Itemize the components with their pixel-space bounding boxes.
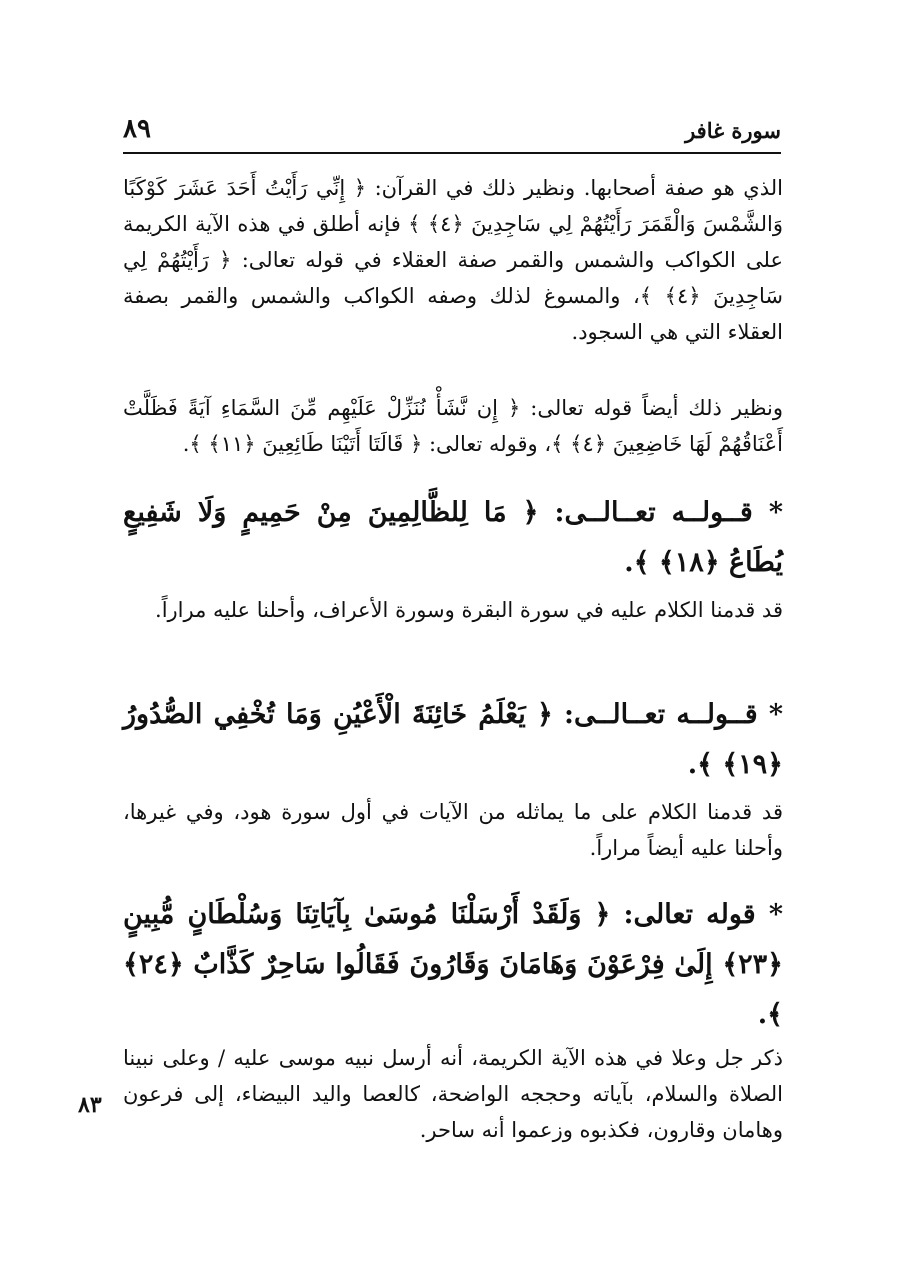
verse-heading-2: * قــولــه تعــالــى: ﴿ يَعْلَمُ خَائِنَةَ الْأَعْيُنِ وَمَا تُخْفِي الصُّدُورُ ﴿١٩﴾ ﴾. bbox=[123, 699, 783, 780]
verse-heading-3: * قوله تعالى: ﴿ وَلَقَدْ أَرْسَلْنَا مُوسَىٰ بِآيَاتِنَا وَسُلْطَانٍ مُّبِينٍ ﴿٢٣﴾ إِلَىٰ فِرْعَوْنَ وَهَامَانَ وَقَارُونَ فَقَالُوا سَاحِرٌ كَذَّابٌ ﴿٢٤﴾ ﴾. bbox=[123, 899, 783, 1030]
paragraph-3: قد قدمنا الكلام عليه في سورة البقرة وسورة الأعراف، وأحلنا عليه مراراً. bbox=[155, 598, 783, 622]
marginal-page-reference: ٨٣ bbox=[78, 1092, 102, 1118]
page-header bbox=[123, 112, 781, 154]
verse-heading-1: * قــولــه تعــالــى: ﴿ مَا لِلظَّالِمِينَ مِنْ حَمِيمٍ وَلَا شَفِيعٍ يُطَاعُ ﴿١٨﴾ ﴾. bbox=[123, 497, 783, 578]
paragraph-1: الذي هو صفة أصحابها. ونظير ذلك في القرآن: ﴿ إِنِّي رَأَيْتُ أَحَدَ عَشَرَ كَوْكَبًا وَالشَّمْسَ وَالْقَمَرَ رَأَيْتُهُمْ لِي سَاجِدِينَ ﴿٤﴾ ﴾ فإنه أطلق في هذه الآية الكريمة على الكواكب والشمس والقمر صفة العقلاء في قوله تعالى: ﴿ رَأَيْتُهُمْ لِي سَاجِدِينَ ﴿٤﴾ ﴾، والمسوغ لذلك وصفه الكواكب والشمس والقمر بصفة العقلاء التي هي السجود. bbox=[123, 176, 783, 344]
paragraph-2: ونظير ذلك أيضاً قوله تعالى: ﴿ إِن نَّشَأْ نُنَزِّلْ عَلَيْهِم مِّنَ السَّمَاءِ آيَةً فَظَلَّتْ أَعْنَاقُهُمْ لَهَا خَاضِعِينَ ﴿٤﴾ ﴾، وقوله تعالى: ﴿ قَالَتَا أَتَيْنَا طَائِعِينَ ﴿١١﴾ ﴾. bbox=[123, 396, 783, 456]
page-number: ٨٩ bbox=[123, 114, 151, 144]
paragraph-4: قد قدمنا الكلام على ما يماثله من الآيات في أول سورة هود، وفي غيرها، وأحلنا عليه أيضاً مراراً. bbox=[123, 800, 783, 860]
surah-title: سورة غافر bbox=[685, 118, 781, 143]
paragraph-5: ذكر جل وعلا في هذه الآية الكريمة، أنه أرسل نبيه موسى عليه / وعلى نبينا الصلاة والسلام، بآياته وحججه الواضحة، كالعصا واليد البيضاء، إلى فرعون وهامان وقارون، فكذبوه وزعموا أنه ساحر. bbox=[123, 1046, 783, 1142]
